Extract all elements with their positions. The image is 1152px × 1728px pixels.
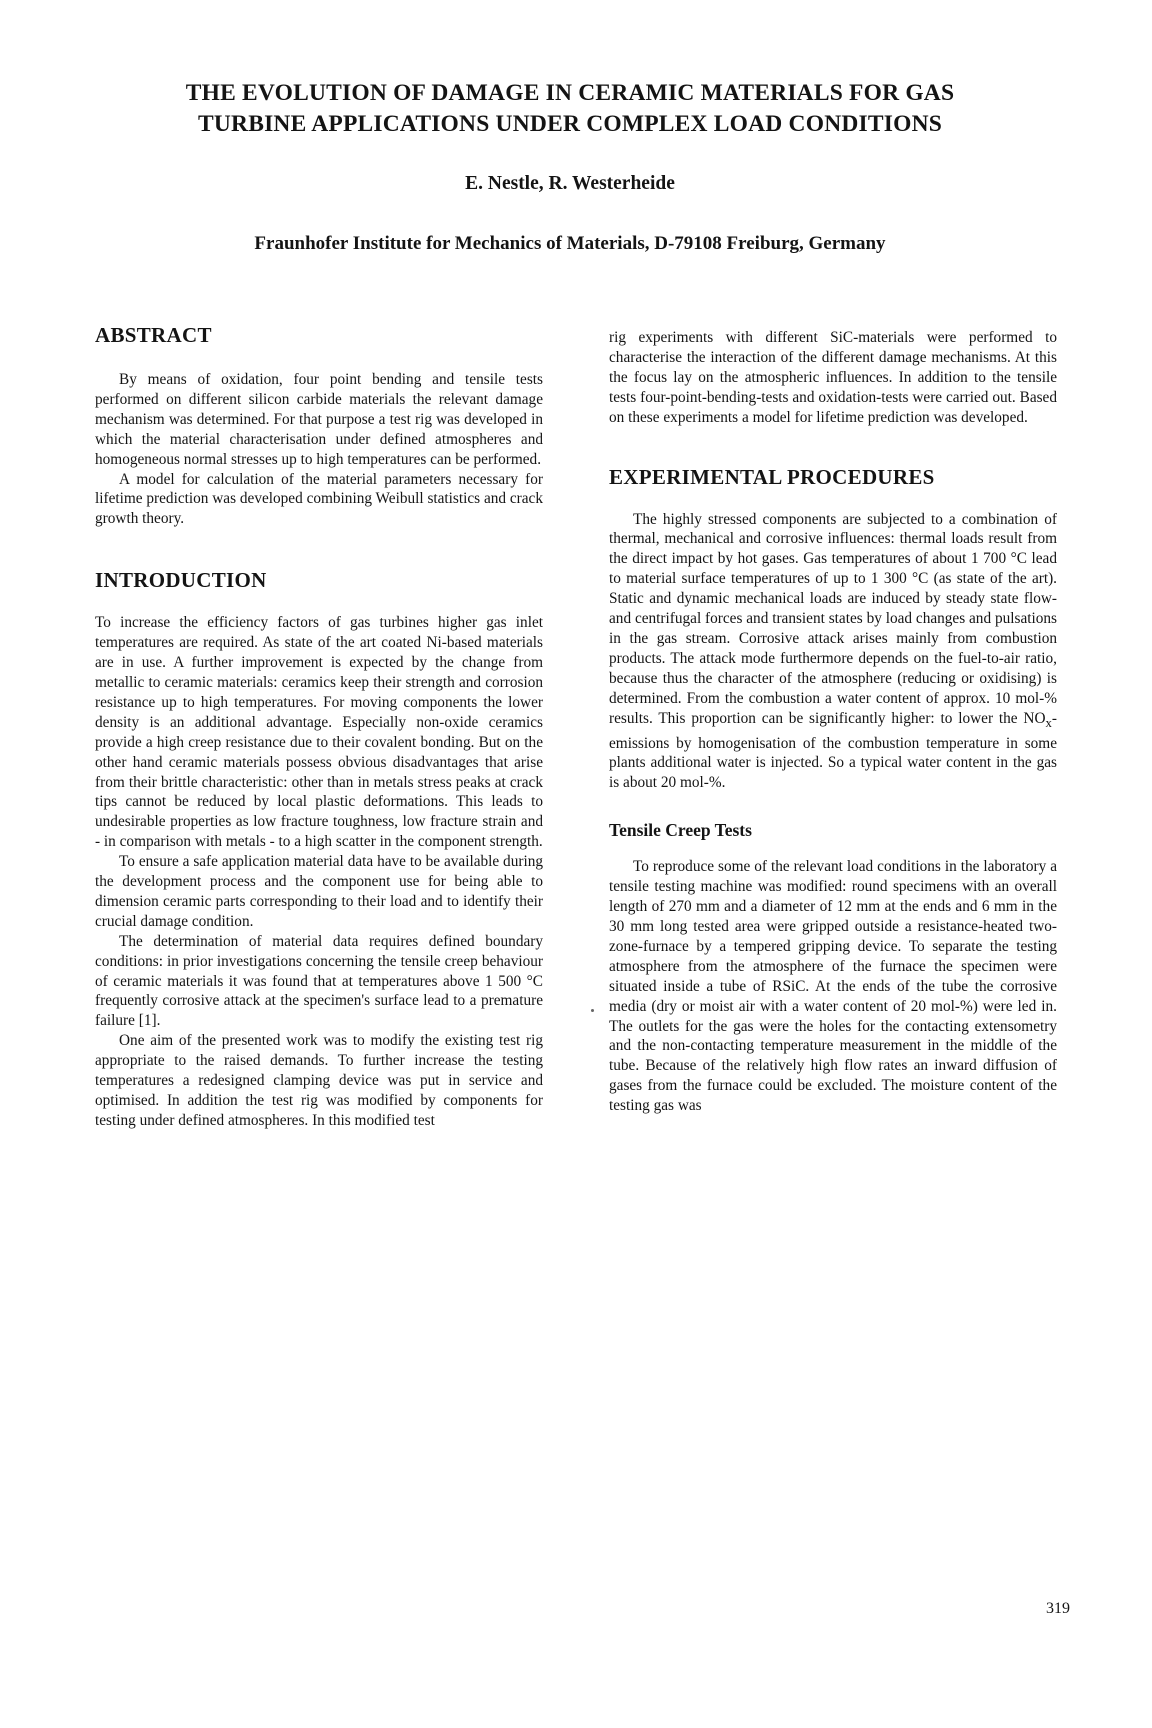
experimental-text-part-2: -emissions by homogenisation of the combustion temperature in some plants additional water is injected. So a typical water content in the gas is about 20 mol-%. (609, 709, 1057, 792)
left-column (95, 322, 543, 1131)
introduction-paragraph-1: To increase the efficiency factors of gas turbines higher gas inlet temperatures are required. As state of the art coated Ni-based materials are in use. A further improvement is expected by the change from metallic to ceramic materials: ceramics keep their strength and corrosion resistance up to high temperatures. For moving components the lower density is an additional advantage. Especially non-oxide ceramics provide a high creep resistance due to their covalent bonding. But on the other hand ceramic materials possess obvious disadvantages that arise from their brittle characteristic: other than in metals stress peaks at crack tips cannot be reduced by local plastic deformations. This leads to undesirable properties as low fracture toughness, low fracture strain and - in comparison with metals - to a high scatter in the component strength. (95, 614, 543, 851)
experimental-procedures-heading: EXPERIMENTAL PROCEDURES (609, 464, 935, 489)
experimental-paragraph (609, 510, 1057, 794)
abstract-paragraph-1: By means of oxidation, four point bending and tensile tests performed on different silicon carbide materials the relevant damage mechanism was determined. For that purpose a test rig was developed in which the material characterisation under defined atmospheres and homogeneous normal stresses up to high temperatures can be performed. (95, 371, 543, 468)
introduction-paragraph-4: One aim of the presented work was to modify the existing test rig appropriate to the raised demands. To further increase the testing temperatures a redesigned clamping device was put in service and optimised. In addition the test rig was modified by components for testing under defined atmospheres. In this modified test (95, 1032, 543, 1129)
experimental-text-part-1: The highly stressed components are subjected to a combination of thermal, mechanical and corrosive influences: thermal loads result from the direct impact by hot gases. Gas temperatures of about 1 700 °C lead to material surface temperatures of up to 1 300 °C (as state of the art). Static and dynamic mechanical loads are induced by steady state flow- and centrifugal forces and transient states by load changes and pulsations in the gas stream. Corrosive attack arises mainly from combustion products. The attack mode furthermore depends on the fuel-to-air ratio, because thus the character of the atmosphere (reducing or oxidising) is determined. From the combustion a water content of approx. 10 mol-% results. This proportion can be significantly higher: to lower the NO (609, 510, 1057, 727)
continuation-paragraph: rig experiments with different SiC-materials were performed to characterise the interaction of the different damage mechanisms. At this the focus lay on the atmospheric influences. In addition to the tensile tests four-point-bending-tests and oxidation-tests were carried out. Based on these experiments a model for lifetime prediction was developed. (609, 329, 1057, 426)
title-line-1: THE EVOLUTION OF DAMAGE IN CERAMIC MATERIALS FOR GAS (185, 80, 955, 106)
tensile-creep-paragraph: To reproduce some of the relevant load conditions in the laboratory a tensile testing machine was modified: round specimens with an overall length of 270 mm and a diameter of 12 mm at the ends and 6 mm in the 30 mm long tested area were gripped outside a resistance-heated two-zone-furnace by a tempered gripping device. To separate the testing atmosphere from the atmosphere of the furnace the specimen were situated inside a tube of RSiC. At the ends of the tube the corrosive media (dry or moist air with a water content of 20 mol-%) were led in. The outlets for the gas were the holes for the contacting extensometry and the non-contacting temperature measurement in the middle of the tube. Because of the relatively high flow rates an inward diffusion of gases from the furnace could be excluded. The moisture content of the testing gas was (609, 858, 1057, 1115)
abstract-paragraph-2: A model for calculation of the material parameters necessary for lifetime prediction was developed combining Weibull statistics and crack growth theory. (95, 470, 543, 528)
page-number: 319 (1046, 1600, 1070, 1617)
right-column (609, 328, 1057, 1116)
introduction-paragraph-2: To ensure a safe application material data have to be available during the development process and the component use for being able to dimension ceramic parts corresponding to their load and to identify their crucial damage condition. (95, 853, 543, 930)
introduction-heading: INTRODUCTION (95, 568, 267, 593)
introduction-paragraph-3: The determination of material data requires defined boundary conditions: in prior investigations concerning the tensile creep behaviour of ceramic materials it was found that at temperatures above 1 500 °C frequently corrosive attack at the specimen's surface lead to a premature failure [1]. (95, 932, 543, 1030)
nox-subscript: x (1045, 715, 1052, 730)
abstract-heading: ABSTRACT (95, 323, 212, 347)
title-line-2: TURBINE APPLICATIONS UNDER COMPLEX LOAD CONDITIONS (197, 111, 943, 137)
margin-dot (591, 1009, 594, 1012)
paper-title (90, 78, 1050, 140)
tensile-creep-tests-heading: Tensile Creep Tests (609, 820, 752, 841)
affiliation: Fraunhofer Institute for Mechanics of Materials, D-79108 Freiburg, Germany (254, 233, 886, 254)
authors: E. Nestle, R. Westerheide (465, 173, 675, 194)
